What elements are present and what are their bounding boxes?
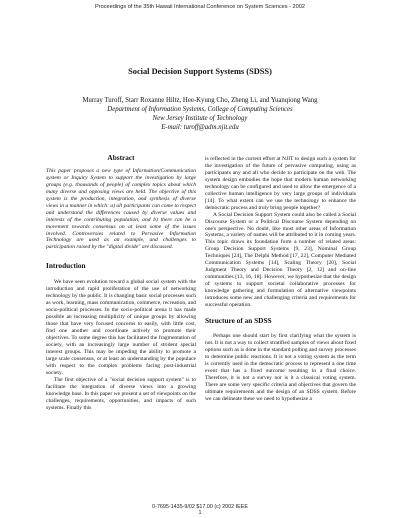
right-column: [205, 156, 356, 402]
proceedings-line: Proceedings of the 35th Hawaii International Conference on System Sciences - 2002: [95, 4, 305, 10]
introduction-paragraph-1: We have seen evolution toward a global social system with the introduction and rapid proliferation of the use of networking technology by the public. It is changing basic social processes such as work, learning, mass communication, commerce, recreation, and socio-political processes. In the socio-political arena it has made possible an increasing multiplicity of unique groups by allowing those that have very focused concerns to easily, with little cost, find one another and coordinate actively to promote their objectives. To some degree this has facilitated the fragmentation of society, with an increasingly large number of strident special interest groups. This may be impeding the ability to promote a large scale consensus, or at least an understanding by the populace with respect to the complex problems facing post-industrial society.: [46, 279, 196, 376]
right-paragraph-2: A Social Decision Support System could also be called a Social Discourse System or a Political Discourse System depending on one's perspective. No doubt, like most other areas of Information Systems, a variety of names will be attributed to it in coming years. This topic draws its foundation form a number of related areas: Group Decision Support Systems [9, 23], Nominal Group Techniques [24], The Delphi Method [17, 22], Computer Mediated Communication Systems [14], Scaling Theory [20], Social Judgment Theory and Decision Theory [2, 12] and on-line communities [13, 16, 18]. However, we hypothesize that the design of systems to support societal collaborative processes for knowledge gathering and formulation of alternative viewpoints introduces some new and challenging criteria and requirements for successful operation.: [205, 211, 356, 309]
author-institution: New Jersey Institute of Technology: [152, 115, 248, 122]
introduction-paragraph-2: The first objective of a "social decision support system" is to facilitate the integration of diverse views into a growing knowledge base. In this paper we present a set of viewpoints on the challenges, requirements, opportunities, and impacts of such systems. Finally this: [46, 376, 196, 411]
author-email: E-mail: turoff@adm.njit.edu: [161, 124, 239, 131]
proceedings-header: [0, 0, 400, 16]
right-paragraph-3: Perhaps one should start by first clarifying what the system is not. It is not a way to collect stratified samples of views about fixed options such as is done in the standard polling and survey processes to determine public reactions. It is not a voting system as the term is currently used in the democratic process to represent a one time event that has a fixed outcome resulting in a final choice. Therefore, it is not a survey nor is it a classical voting system. There are some very specific criteria and objectives that govern the ultimate requirements and the design of an SDSS system. Before we can delineate these we need to hypothesize a: [205, 332, 356, 402]
left-column: [46, 155, 196, 411]
abstract-text: This paper proposes a new type of Information/Communication system or Inquiry System to support the investigation by large groups (e.g. thousands of people) of complex topics about which many diverse and opposing views are held. The objective of this system is the production, integration, and synthesis of diverse views in a manner in which: a) all participants can come to respect and understand the differences caused by diverse values and interests of the contributing population, and b) there can be a movement towards consensus on at least some of the issues involved. Controversies related to Pervasive Information Technology are used as an example, and challenges to participation raised by the "digital divide" are discussed.: [46, 167, 196, 251]
right-paragraph-1: is reflected in the current effort at NJIT to design such a system for the investigation of the future of pervasive computing, using as participants any and all who decide to participate on the web. The system design embodies the hope that modern human networking technology can be configured and used to allow the emergence of a collective human intelligence by very large groups of individuals [14]. To what extent can we use the technology to enhance the democratic process and truly bring people together?: [205, 156, 356, 211]
page-number: 1: [198, 510, 202, 516]
structure-heading: Structure of an SDSS: [205, 315, 272, 325]
paper-title: Social Decision Support Systems (SDSS): [128, 67, 272, 76]
author-list: Murray Turoff, Starr Roxanne Hiltz, Hee-Kyung Cho, Zheng Li, and Yuanqiong Wang: [82, 97, 318, 104]
abstract-heading: Abstract: [107, 153, 135, 162]
author-department: Department of Information Systems, College of Computing Sciences: [107, 106, 293, 113]
introduction-heading: Introduction: [46, 261, 86, 271]
footer-copyright: 0-7695-1435-9/02 $17.00 (c) 2002 IEEE: [152, 504, 248, 510]
page-footer: [0, 504, 400, 516]
